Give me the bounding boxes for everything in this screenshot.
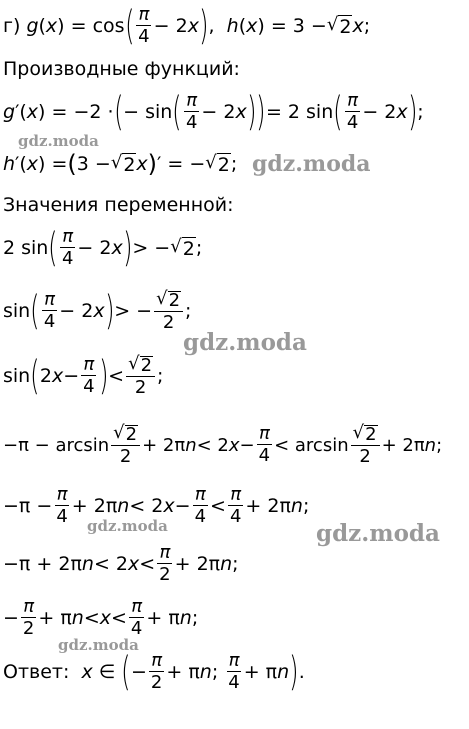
fraction: $\frac{\pi}{4}$ xyxy=(83,354,95,397)
watermark: gdz.moda xyxy=(316,520,440,547)
line-12: − $\frac{\pi}{2}$ + π n < x < $\frac{\pi}{4}$ + π n ; xyxy=(3,596,199,639)
fraction: $\frac{\pi}{4}$ xyxy=(346,90,359,133)
sqrt: √ 2 xyxy=(205,152,230,176)
fraction: $\frac{\pi}{4}$ xyxy=(228,650,240,693)
fraction: $\frac{\pi}{4}$ xyxy=(258,423,271,466)
watermark: gdz.moda xyxy=(18,132,99,150)
fraction: $\frac{\pi}{4}$ xyxy=(138,4,150,47)
heading-derivatives xyxy=(3,58,240,80)
heading-values xyxy=(3,194,234,216)
fraction: √ 2 2 xyxy=(111,424,140,466)
fraction: √ 2 2 xyxy=(154,290,183,332)
line-6: 2 sin ( $\frac{\pi}{4}$ − 2 x ) > − √ 2 ; xyxy=(3,225,203,271)
fraction: $\frac{\pi}{4}$ xyxy=(43,289,56,332)
sqrt: √ 2 xyxy=(326,14,352,38)
watermark: gdz.moda xyxy=(58,636,139,654)
line-3: g ′( x ) = −2 · ( − sin ( $\frac{\pi}{4}$ − 2 x ) ) = 2 sin ( $\frac{\pi}{4}$ − 2 x ) ; xyxy=(3,89,424,135)
watermark: gdz.moda xyxy=(183,329,307,356)
line-4: h ′( x ) = ( 3 − √ 2 x ) ′ = − √ 2 ; xyxy=(3,150,238,178)
sqrt: √ 2 xyxy=(170,236,195,260)
fraction: $\frac{\pi}{4}$ xyxy=(185,90,198,133)
watermark: gdz.moda xyxy=(252,151,371,177)
fraction: $\frac{\pi}{2}$ xyxy=(159,542,171,585)
watermark: gdz.moda xyxy=(87,517,168,535)
line-10: −π − $\frac{\pi}{4}$ + 2π n < 2 x − $\frac{\pi}{4}$ < $\frac{\pi}{4}$ + 2π n ; xyxy=(3,484,310,527)
fraction: $\frac{\pi}{4}$ xyxy=(229,484,242,527)
fraction: $\frac{\pi}{2}$ xyxy=(150,650,163,693)
fraction: $\frac{\pi}{2}$ xyxy=(22,596,35,639)
line-8: sin ( 2 x − $\frac{\pi}{4}$ ) < √ 2 2 ; xyxy=(3,353,164,399)
answer-label: Ответ: xyxy=(3,661,70,683)
heading-text: Производные функций: xyxy=(3,58,240,80)
heading-text: Значения переменной: xyxy=(3,194,234,216)
fraction: $\frac{\pi}{4}$ xyxy=(56,484,68,527)
line-11: −π + 2π n < 2 x < $\frac{\pi}{2}$ + 2π n ; xyxy=(3,542,239,585)
line-9: −π − arcsin √ 2 2 + 2π n < 2 x − $\frac{\pi}{4}$ < arcsin √ 2 2 + 2π n ; xyxy=(3,422,443,467)
fraction: √ 2 2 xyxy=(126,355,155,397)
fraction: $\frac{\pi}{4}$ xyxy=(194,484,207,527)
fraction: $\frac{\pi}{4}$ xyxy=(130,596,143,639)
fraction: √ 2 2 xyxy=(351,424,380,466)
fraction: $\frac{\pi}{4}$ xyxy=(61,226,74,269)
line-1: г) g ( x ) = cos ( $\frac{\pi}{4}$ − 2 x ) , h ( x ) = 3 − √ 2 x ; xyxy=(3,3,371,49)
sqrt: √ 2 xyxy=(110,152,136,176)
item-label: г) xyxy=(3,15,27,37)
answer-line: Ответ: x ∈ ( − $\frac{\pi}{2}$ + π n ; $\frac{\pi}{4}$ + π n ) . xyxy=(3,649,305,695)
line-7: sin ( $\frac{\pi}{4}$ − 2 x ) > − √ 2 2 ; xyxy=(3,288,192,334)
